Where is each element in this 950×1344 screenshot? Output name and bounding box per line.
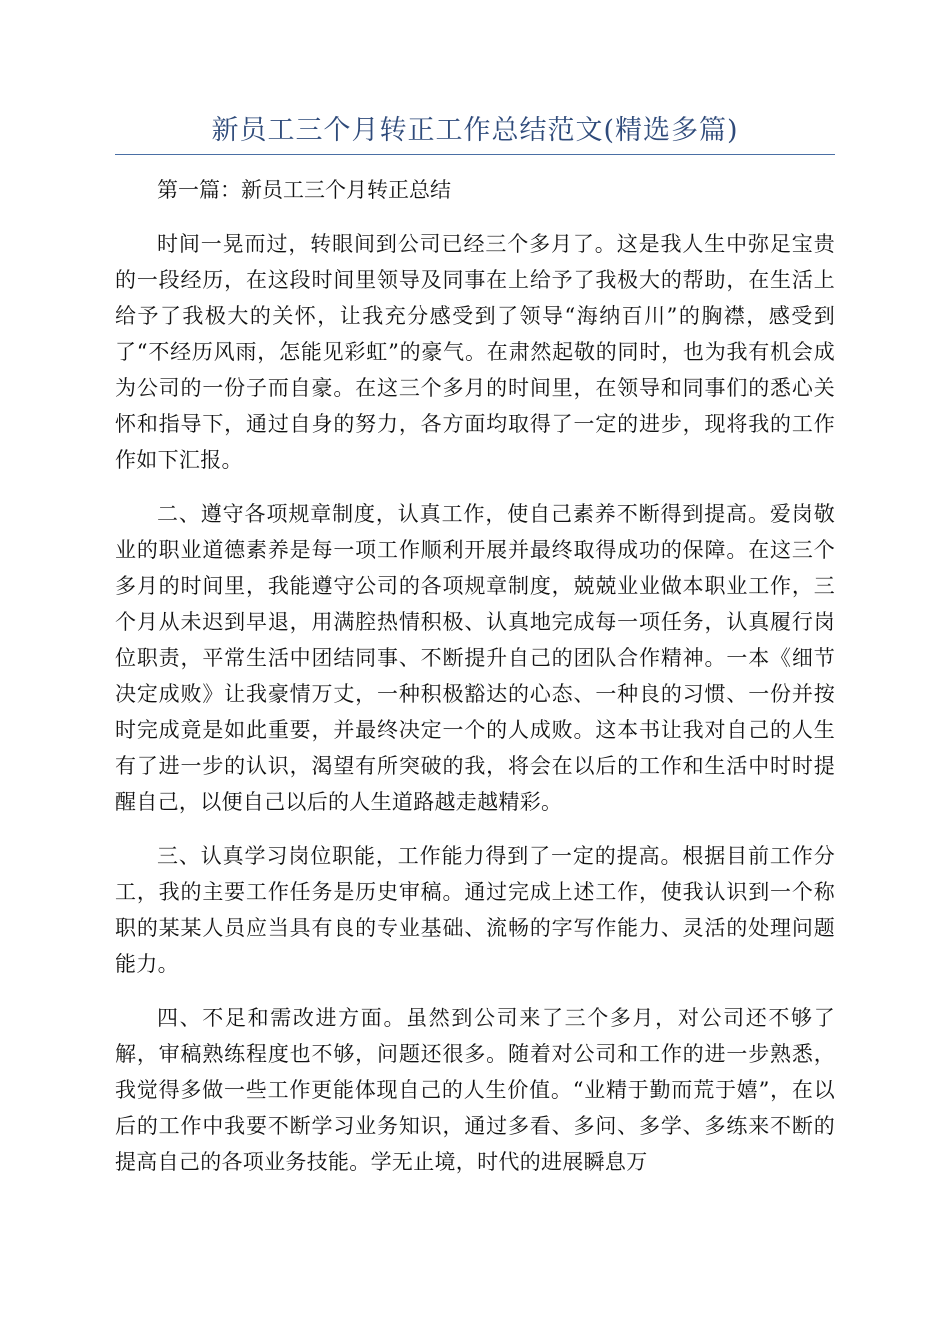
paragraph-3: 三、认真学习岗位职能，工作能力得到了一定的提高。根据目前工作分工，我的主要工作任务是历史审稿。通过完成上述工作，使我认识到一个称职的某某人员应当具有良的专业基础、流畅的字写作能力、灵活的处理问题能力。: [115, 844, 835, 976]
paragraph-1: 时间一晃而过，转眼间到公司已经三个多月了。这是我人生中弥足宝贵的一段经历，在这段时间里领导及同事在上给予了我极大的帮助，在生活上给予了我极大的关怀，让我充分感受到了领导“海纳百川”的胸襟，感受到了“不经历风雨，怎能见彩虹”的豪气。在肃然起敬的同时，也为我有机会成为公司的一份子而自豪。在这三个多月的时间里，在领导和同事们的悉心关怀和指导下，通过自身的努力，各方面均取得了一定的进步，现将我的工作作如下汇报。: [115, 232, 835, 472]
paragraph-2: 二、遵守各项规章制度，认真工作，使自己素养不断得到提高。爱岗敬业的职业道德素养是每一项工作顺利开展并最终取得成功的保障。在这三个多月的时间里，我能遵守公司的各项规章制度，兢兢业业做本职业工作，三个月从未迟到早退，用满腔热情积极、认真地完成每一项任务，认真履行岗位职责，平常生活中团结同事、不断提升自己的团队合作精神。一本《细节决定成败》让我豪情万丈，一种积极豁达的心态、一种良的习惯、一份并按时完成竟是如此重要，并最终决定一个的人成败。这本书让我对自己的人生有了进一步的认识，渴望有所突破的我，将会在以后的工作和生活中时时提醒自己，以便自己以后的人生道路越走越精彩。: [115, 502, 835, 814]
document-body: [115, 172, 835, 1198]
section-heading: 第一篇：新员工三个月转正总结: [157, 178, 451, 202]
title-underline: [115, 154, 835, 155]
document-title: 新员工三个月转正工作总结范文(精选多篇): [211, 115, 739, 146]
paragraph-4: 四、不足和需改进方面。虽然到公司来了三个多月，对公司还不够了解，审稿熟练程度也不够，问题还很多。随着对公司和工作的进一步熟悉，我觉得多做一些工作更能体现自己的人生价值。“业精于勤而荒于嬉”，在以后的工作中我要不断学习业务知识，通过多看、多问、多学、多练来不断的提高自己的各项业务技能。学无止境，时代的进展瞬息万: [115, 1006, 835, 1174]
